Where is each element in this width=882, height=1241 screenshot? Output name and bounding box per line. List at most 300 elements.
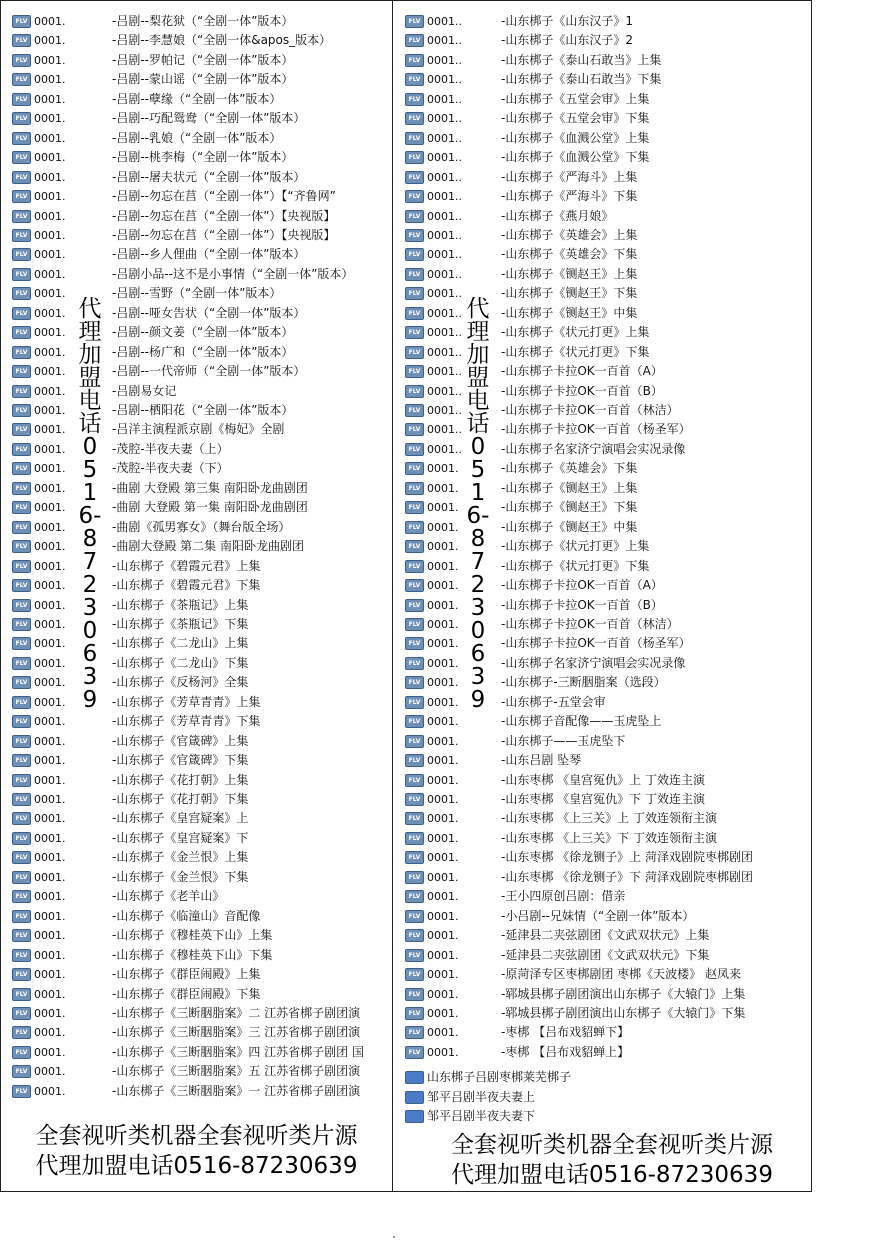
file-row[interactable] (405, 1023, 809, 1042)
video-file-icon: FLV (405, 93, 424, 106)
file-row[interactable] (405, 148, 809, 167)
video-file-icon: FLV (405, 657, 424, 670)
video-file-icon: FLV (12, 521, 31, 534)
video-file-icon: FLV (405, 929, 424, 942)
video-file-icon: FLV (12, 404, 31, 417)
file-row[interactable] (405, 187, 809, 206)
video-file-icon: FLV (12, 540, 31, 553)
file-title: -山东梆子卡拉OK一百首（A） (501, 578, 663, 593)
video-file-icon: FLV (405, 171, 424, 184)
file-row[interactable] (12, 382, 390, 401)
file-row[interactable] (405, 712, 809, 731)
file-row[interactable] (12, 362, 390, 381)
video-file-icon: FLV (405, 346, 424, 359)
file-title: -山东梆子《群臣闹殿》下集 (112, 986, 261, 1001)
file-number: 0001. (427, 754, 459, 768)
file-title: -吕剧--桃李梅（“全剧一体”版本） (112, 150, 294, 165)
video-file-icon: FLV (405, 560, 424, 573)
file-title: -山东梆子《茶瓶记》下集 (112, 616, 249, 631)
video-file-icon: FLV (405, 15, 424, 28)
file-title: -山东梆子卡拉OK一百首（林洁） (501, 403, 679, 417)
file-row[interactable] (405, 751, 809, 770)
file-number: 0001. (34, 754, 66, 768)
file-title: -山东梆子《花打朝》下集 (112, 792, 249, 806)
file-number: 0001. (427, 501, 459, 515)
file-row[interactable] (12, 712, 390, 731)
file-title: -吕剧--栖阳花（“全剧一体”版本） (112, 403, 294, 417)
file-title: -山东梆子《铡赵王》中集 (501, 305, 638, 320)
video-file-icon: FLV (405, 73, 424, 86)
file-number: 0001.. (427, 345, 462, 359)
video-file-icon: FLV (12, 832, 31, 845)
video-file-icon: FLV (405, 812, 424, 825)
file-title: -山东梆子《反杨河》全集 (112, 675, 249, 690)
file-title: -山东梆子《血溅公堂》上集 (501, 130, 650, 145)
file-number: 0001. (34, 53, 66, 67)
right-vertical-promo: 代理加盟电话0516-87230639 (466, 296, 490, 713)
video-file-icon: FLV (405, 482, 424, 495)
file-number: 0001. (34, 131, 66, 145)
file-number: 0001. (34, 423, 66, 437)
file-title: -吕剧--巧配鸳鸯（“全剧一体”版本） (112, 111, 306, 126)
document-row[interactable] (405, 1088, 809, 1107)
video-file-icon: FLV (405, 637, 424, 650)
file-row[interactable] (12, 420, 390, 439)
video-file-icon: FLV (405, 132, 424, 145)
file-row[interactable] (405, 829, 809, 848)
file-number: 0001.. (427, 228, 462, 242)
file-title: -山东梆子《铡赵王》上集 (501, 266, 638, 281)
file-row[interactable] (12, 596, 390, 615)
file-number: 0001. (34, 1006, 66, 1020)
file-number: 0001. (34, 267, 66, 281)
file-row[interactable] (12, 401, 390, 420)
video-file-icon: FLV (405, 618, 424, 631)
file-row[interactable] (12, 1082, 390, 1101)
video-file-icon: FLV (12, 1007, 31, 1020)
file-title: -山东梆子《三断胭脂案》三 江苏省梆子剧团演 (112, 1025, 361, 1040)
file-number: 0001.. (427, 190, 462, 204)
file-number: 0001. (427, 676, 459, 690)
file-title: -山东梆子《皇宫疑案》上 (112, 811, 249, 826)
file-row[interactable] (12, 907, 390, 926)
file-title: -山东梆子《群臣闹殿》上集 (112, 967, 261, 982)
file-title: -山东梆子《严海斗》上集 (501, 169, 638, 184)
file-title: -吕剧易女记 (112, 383, 177, 398)
video-file-icon: FLV (405, 268, 424, 281)
file-number: 0001. (34, 968, 66, 982)
right-footer (412, 1130, 812, 1190)
file-title: -山东梆子-五堂会审 (501, 694, 606, 709)
file-title: -山东梆子——玉虎坠下 (501, 733, 626, 748)
document-row[interactable] (405, 1068, 809, 1087)
video-file-icon: FLV (405, 871, 424, 884)
file-row[interactable] (12, 946, 390, 965)
file-number: 0001. (34, 34, 66, 48)
video-file-icon: FLV (12, 54, 31, 67)
file-row[interactable] (12, 265, 390, 284)
file-row[interactable] (12, 459, 390, 478)
video-file-icon: FLV (12, 735, 31, 748)
file-number: 0001. (427, 715, 459, 729)
file-row[interactable] (12, 771, 390, 790)
video-file-icon: FLV (405, 521, 424, 534)
file-row[interactable] (12, 70, 390, 89)
video-file-icon: FLV (12, 15, 31, 28)
right-column (393, 0, 812, 1192)
video-file-icon: FLV (12, 482, 31, 495)
file-number: 0001. (34, 1026, 66, 1040)
document-row[interactable] (405, 1107, 809, 1126)
file-number: 0001. (34, 734, 66, 748)
file-number: 0001.. (427, 112, 462, 126)
file-number: 0001.. (427, 384, 462, 398)
document-icon (405, 1110, 424, 1123)
file-title: -吕剧--雪野（“全剧一体”版本） (112, 286, 282, 301)
file-title: -曲剧大登殿 第二集 南阳卧龙曲剧团 (112, 539, 304, 554)
file-row[interactable] (405, 51, 809, 70)
file-row[interactable] (12, 848, 390, 867)
file-title: -山东梆子《泰山石敢当》下集 (501, 72, 662, 87)
file-title: -山东梆子《碧霞元君》下集 (112, 578, 261, 593)
file-number: 0001. (34, 540, 66, 554)
file-row[interactable] (12, 926, 390, 945)
file-row[interactable] (12, 31, 390, 50)
file-row[interactable] (12, 673, 390, 692)
file-number: 0001. (427, 481, 459, 495)
file-title: -山东梆子《血溅公堂》下集 (501, 150, 650, 165)
file-number: 0001. (427, 929, 459, 943)
file-row[interactable] (12, 109, 390, 128)
page-mark (393, 1236, 395, 1238)
file-title: -山东梆子《二龙山》下集 (112, 655, 249, 670)
video-file-icon: FLV (12, 34, 31, 47)
file-row[interactable] (12, 634, 390, 653)
file-number: 0001.. (427, 15, 462, 28)
video-file-icon: FLV (12, 949, 31, 962)
file-row[interactable] (12, 148, 390, 167)
video-file-icon: FLV (405, 754, 424, 767)
file-row[interactable] (12, 90, 390, 109)
file-title: -山东梆子《五堂会审》下集 (501, 111, 650, 126)
document-title: 山东梆子吕剧枣梆莱芜梆子 (427, 1070, 572, 1085)
file-row[interactable] (12, 537, 390, 556)
file-number: 0001. (34, 520, 66, 534)
video-file-icon: FLV (12, 812, 31, 825)
file-row[interactable] (12, 226, 390, 245)
file-title: -枣梆 【吕布戏貂蝉上】 (501, 1044, 630, 1059)
file-number: 0001. (34, 948, 66, 962)
file-number: 0001. (34, 1065, 66, 1079)
file-number: 0001.. (427, 34, 462, 48)
file-title: -山东吕剧 坠琴 (501, 753, 582, 768)
file-number: 0001.. (427, 248, 462, 262)
file-title: -山东枣梆 《徐龙铡子》上 菏泽戏剧院枣梆剧团 (501, 850, 753, 865)
file-row[interactable] (405, 109, 809, 128)
file-row[interactable] (12, 809, 390, 828)
video-file-icon: FLV (405, 715, 424, 728)
video-file-icon: FLV (405, 326, 424, 339)
video-file-icon: FLV (12, 579, 31, 592)
video-file-icon: FLV (405, 443, 424, 456)
file-title: -山东梆子《碧霞元君》上集 (112, 558, 261, 573)
left-footer-line1: 全套视听类机器全套视听类片源 (35, 1123, 358, 1149)
file-row[interactable] (405, 907, 809, 926)
file-number: 0001. (427, 656, 459, 670)
file-title: -郓城县梆子剧团演出山东梆子《大辕门》上集 (501, 986, 746, 1001)
file-row[interactable] (12, 615, 390, 634)
file-number: 0001.. (427, 267, 462, 281)
video-file-icon: FLV (405, 988, 424, 1001)
file-title: -山东梆子《铡赵王》下集 (501, 500, 638, 515)
video-file-icon: FLV (405, 1026, 424, 1039)
file-number: 0001. (427, 812, 459, 826)
file-row[interactable] (405, 70, 809, 89)
document-title: 邹平吕剧半夜夫妻上 (427, 1089, 536, 1104)
video-file-icon: FLV (12, 171, 31, 184)
file-title: -山东梆子《临潼山》音配像 (112, 908, 261, 923)
video-file-icon: FLV (12, 365, 31, 378)
file-title: -山东梆子《山东汉子》1 (501, 14, 633, 28)
file-number: 0001. (34, 92, 66, 106)
file-row[interactable] (405, 926, 809, 945)
video-file-icon: FLV (405, 676, 424, 689)
file-row[interactable] (405, 226, 809, 245)
file-title: -山东梆子《状元打更》下集 (501, 344, 650, 359)
file-row[interactable] (405, 12, 809, 31)
file-title: -山东枣梆 《皇宫冤仇》下 丁效连主演 (501, 792, 705, 806)
file-title: -山东梆子《皇宫疑案》下 (112, 830, 249, 845)
file-number: 0001. (34, 306, 66, 320)
file-title: -山东梆子《五堂会审》上集 (501, 91, 650, 106)
file-row[interactable] (405, 129, 809, 148)
video-file-icon: FLV (12, 210, 31, 223)
file-title: -郓城县梆子剧团演出山东梆子《大辕门》下集 (501, 1005, 746, 1020)
file-row[interactable] (12, 440, 390, 459)
video-file-icon: FLV (12, 248, 31, 261)
file-number: 0001. (427, 890, 459, 904)
file-title: -山东梆子卡拉OK一百首（B） (501, 383, 663, 398)
file-number: 0001. (34, 1084, 66, 1098)
file-row[interactable] (405, 790, 809, 809)
video-file-icon: FLV (405, 385, 424, 398)
file-number: 0001. (34, 384, 66, 398)
video-file-icon: FLV (405, 462, 424, 475)
file-number: 0001. (427, 617, 459, 631)
video-file-icon: FLV (12, 1065, 31, 1078)
file-row[interactable] (12, 751, 390, 770)
file-row[interactable] (12, 790, 390, 809)
file-title: -山东梆子《三断胭脂案》二 江苏省梆子剧团演 (112, 1005, 361, 1020)
file-number: 0001. (427, 579, 459, 593)
file-row[interactable] (405, 1004, 809, 1023)
file-title: -吕剧--勿忘在莒（“全剧一体”）【央视版】 (112, 227, 336, 242)
file-row[interactable] (405, 90, 809, 109)
file-number: 0001. (34, 73, 66, 87)
file-title: -山东梆子《茶瓶记》上集 (112, 597, 249, 612)
video-file-icon: FLV (12, 268, 31, 281)
file-row[interactable] (12, 51, 390, 70)
file-title: -山东枣梆 《皇宫冤仇》上 丁效连主演 (501, 772, 705, 787)
file-title: -山东梆子《花打朝》上集 (112, 772, 249, 787)
file-title: -山东梆子卡拉OK一百首（杨圣军） (501, 422, 691, 437)
video-file-icon: FLV (12, 715, 31, 728)
file-title: -延津县二夹弦剧团《文武双状元》上集 (501, 928, 710, 943)
file-row[interactable] (12, 479, 390, 498)
file-number: 0001. (34, 559, 66, 573)
file-row[interactable] (12, 187, 390, 206)
file-row[interactable] (12, 887, 390, 906)
file-number: 0001. (34, 793, 66, 806)
file-row[interactable] (12, 304, 390, 323)
file-title: -山东枣梆 《上三关》下 丁效连领衔主演 (501, 830, 717, 845)
file-row[interactable] (12, 557, 390, 576)
video-file-icon: FLV (12, 1046, 31, 1059)
file-number: 0001. (34, 287, 66, 301)
file-row[interactable] (405, 207, 809, 226)
file-row[interactable] (12, 1043, 390, 1062)
file-number: 0001. (427, 909, 459, 923)
file-row[interactable] (12, 12, 390, 31)
file-row[interactable] (12, 498, 390, 517)
file-title: -山东梆子名家济宁演唱会实况录像 (501, 655, 686, 670)
file-title: -山东梆子《铡赵王》中集 (501, 519, 638, 534)
file-row[interactable] (12, 965, 390, 984)
video-file-icon: FLV (12, 754, 31, 767)
file-row[interactable] (405, 31, 809, 50)
file-row[interactable] (405, 946, 809, 965)
file-row[interactable] (12, 168, 390, 187)
file-number: 0001.. (427, 442, 462, 456)
video-file-icon: FLV (12, 929, 31, 942)
file-title: -山东梆子《三断胭脂案》四 江苏省梆子剧团 国 (112, 1044, 364, 1059)
video-file-icon: FLV (12, 1085, 31, 1098)
file-number: 0001. (34, 579, 66, 593)
file-number: 0001. (34, 656, 66, 670)
document-icon (405, 1091, 424, 1104)
file-row[interactable] (405, 965, 809, 984)
file-row[interactable] (12, 518, 390, 537)
video-file-icon: FLV (12, 112, 31, 125)
file-row[interactable] (405, 868, 809, 887)
video-file-icon: FLV (12, 968, 31, 981)
video-file-icon: FLV (12, 599, 31, 612)
file-number: 0001. (34, 326, 66, 340)
file-number: 0001. (34, 695, 66, 709)
video-file-icon: FLV (405, 404, 424, 417)
file-number: 0001.. (427, 170, 462, 184)
file-title: -山东梆子《铡赵王》上集 (501, 480, 638, 495)
file-row[interactable] (12, 129, 390, 148)
file-number: 0001. (34, 112, 66, 126)
file-number: 0001.. (427, 404, 462, 417)
video-file-icon: FLV (12, 774, 31, 787)
file-row[interactable] (12, 207, 390, 226)
left-footer (0, 1121, 393, 1181)
file-row[interactable] (12, 732, 390, 751)
file-title: -山东梆子《铡赵王》下集 (501, 286, 638, 301)
file-number: 0001. (34, 773, 66, 787)
file-number: 0001.. (427, 131, 462, 145)
video-file-icon: FLV (405, 735, 424, 748)
file-row[interactable] (405, 245, 809, 264)
file-row[interactable] (12, 1004, 390, 1023)
file-number: 0001. (34, 442, 66, 456)
file-number: 0001. (34, 170, 66, 184)
file-row[interactable] (12, 829, 390, 848)
video-file-icon: FLV (12, 676, 31, 689)
file-title: -吕剧--李慧娘（“全剧一体&apos_版本） (112, 33, 332, 48)
video-file-icon: FLV (12, 793, 31, 806)
file-title: -吕剧--乡人俚曲（“全剧一体”版本） (112, 247, 306, 262)
file-row[interactable] (405, 887, 809, 906)
file-row[interactable] (12, 1023, 390, 1042)
video-file-icon: FLV (405, 890, 424, 903)
file-number: 0001.. (427, 306, 462, 320)
file-row[interactable] (12, 868, 390, 887)
file-row[interactable] (405, 168, 809, 187)
video-file-icon: FLV (12, 462, 31, 475)
file-title: -山东梆子《英雄会》下集 (501, 461, 638, 476)
video-file-icon: FLV (405, 248, 424, 261)
file-title: -小吕剧--兄妹情（“全剧一体”版本） (501, 908, 695, 923)
file-number: 0001.. (427, 151, 462, 165)
video-file-icon: FLV (405, 190, 424, 203)
file-row[interactable] (12, 654, 390, 673)
file-row[interactable] (405, 848, 809, 867)
file-row[interactable] (405, 985, 809, 1004)
file-number: 0001. (34, 190, 66, 204)
file-row[interactable] (12, 284, 390, 303)
file-row[interactable] (12, 1062, 390, 1081)
file-number: 0001. (34, 248, 66, 262)
file-row[interactable] (405, 771, 809, 790)
file-row[interactable] (12, 693, 390, 712)
file-title: -山东梆子《燕月娘》 (501, 208, 614, 223)
file-row[interactable] (12, 343, 390, 362)
file-title: -山东梆子卡拉OK一百首（B） (501, 597, 663, 612)
file-number: 0001. (427, 1045, 459, 1059)
file-number: 0001. (34, 851, 66, 865)
file-title: -山东梆子《严海斗》下集 (501, 189, 638, 204)
file-row[interactable] (405, 809, 809, 828)
file-row[interactable] (12, 985, 390, 1004)
file-row[interactable] (12, 323, 390, 342)
file-row[interactable] (405, 1043, 809, 1062)
file-number: 0001.. (427, 73, 462, 87)
file-title: -吕剧--乳娘（“全剧一体”版本） (112, 130, 282, 145)
document-title: 邹平吕剧半夜夫妻下 (427, 1109, 536, 1124)
file-title: -吕剧--颜文姜（“全剧一体”版本） (112, 325, 294, 340)
file-row[interactable] (405, 265, 809, 284)
file-row[interactable] (12, 576, 390, 595)
file-title: -山东梆子《三断胭脂案》五 江苏省梆子剧团演 (112, 1064, 361, 1079)
file-row[interactable] (12, 245, 390, 264)
file-title: -山东梆子《状元打更》上集 (501, 539, 650, 554)
video-file-icon: FLV (12, 657, 31, 670)
file-title: -山东梆子《英雄会》下集 (501, 247, 638, 262)
video-file-icon: FLV (12, 696, 31, 709)
file-number: 0001. (34, 209, 66, 223)
file-title: -枣梆 【吕布戏貂蝉下】 (501, 1025, 630, 1040)
video-file-icon: FLV (405, 949, 424, 962)
video-file-icon: FLV (405, 851, 424, 864)
file-number: 0001. (427, 695, 459, 709)
file-row[interactable] (405, 732, 809, 751)
file-title: -山东梆子《状元打更》下集 (501, 558, 650, 573)
file-title: -山东梆子《状元打更》上集 (501, 325, 650, 340)
file-title: -山东梆子《金兰恨》下集 (112, 869, 249, 884)
